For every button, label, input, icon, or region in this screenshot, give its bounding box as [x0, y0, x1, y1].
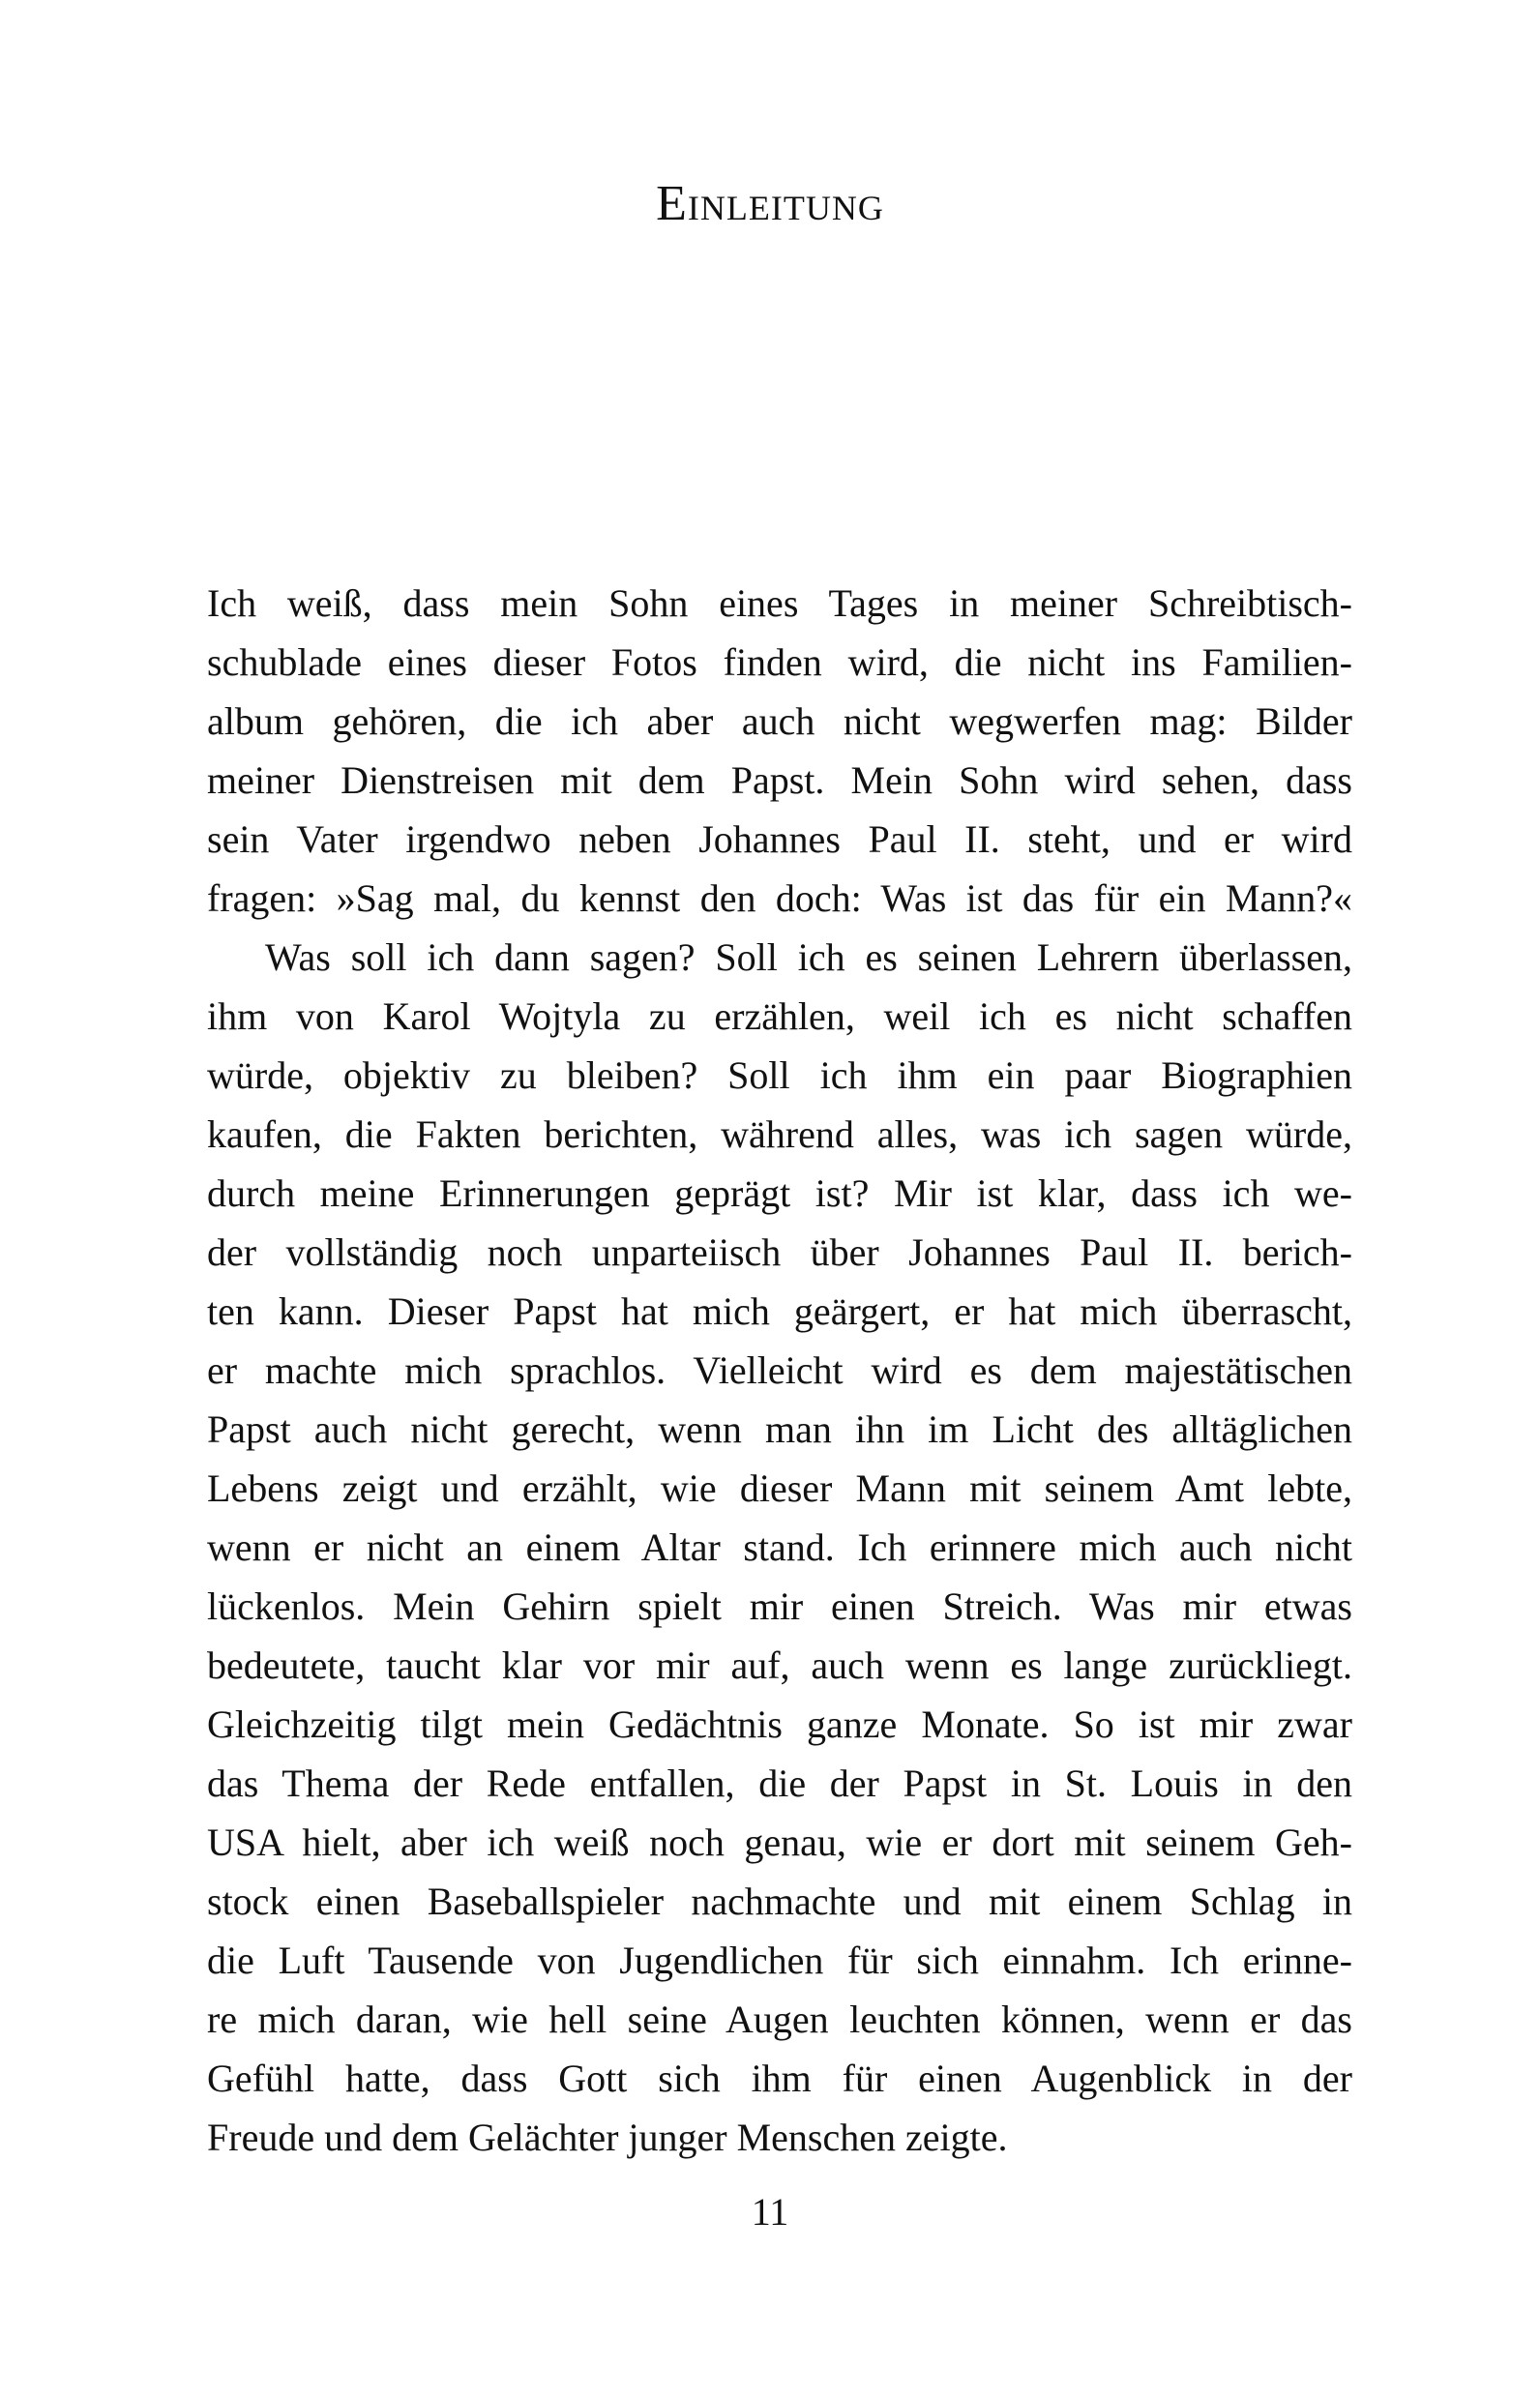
text-line: re mich daran, wie hell seine Augen leuchten können, wenn er das [207, 1998, 1352, 2041]
page-number: 11 [751, 2190, 789, 2234]
text-line: der vollständig noch unparteiisch über Johannes Paul II. berich- [207, 1230, 1352, 1274]
text-line: stock einen Baseballspieler nachmachte und mit einem Schlag in [207, 1880, 1352, 1923]
text-line: lückenlos. Mein Gehirn spielt mir einen Streich. Was mir etwas [207, 1584, 1352, 1628]
text-line: Freude und dem Gelächter junger Menschen zeigte. [207, 2116, 1008, 2159]
chapter-title: Einleitung [656, 176, 884, 231]
text-line: das Thema der Rede entfallen, die der Papst in St. Louis in den [207, 1761, 1352, 1805]
text-line: Was soll ich dann sagen? Soll ich es seinen Lehrern überlassen, [265, 935, 1352, 979]
text-line: album gehören, die ich aber auch nicht wegwerfen mag: Bilder [207, 699, 1352, 743]
text-line: Lebens zeigt und erzählt, wie dieser Mann mit seinem Amt lebte, [207, 1466, 1352, 1510]
text-line: USA hielt, aber ich weiß noch genau, wie er dort mit seinem Geh- [207, 1821, 1352, 1864]
text-line: Ich weiß, dass mein Sohn eines Tages in meiner Schreibtisch- [207, 581, 1352, 625]
text-line: meiner Dienstreisen mit dem Papst. Mein Sohn wird sehen, dass [207, 758, 1352, 802]
text-line: er machte mich sprachlos. Vielleicht wird es dem majestätischen [207, 1348, 1352, 1392]
text-line: wenn er nicht an einem Altar stand. Ich erinnere mich auch nicht [207, 1525, 1352, 1569]
text-line: ihm von Karol Wojtyla zu erzählen, weil ich es nicht schaffen [207, 994, 1352, 1038]
text-line: Papst auch nicht gerecht, wenn man ihn im Licht des alltäglichen [207, 1407, 1352, 1451]
text-line: bedeutete, taucht klar vor mir auf, auch wenn es lange zurückliegt. [207, 1643, 1352, 1687]
text-line: die Luft Tausende von Jugendlichen für sich einnahm. Ich erinne- [207, 1939, 1352, 1982]
text-line: würde, objektiv zu bleiben? Soll ich ihm ein paar Biographien [207, 1053, 1352, 1097]
text-line: fragen: »Sag mal, du kennst den doch: Was ist das für ein Mann?« [207, 876, 1352, 920]
body-text [207, 574, 1352, 2167]
text-line: sein Vater irgendwo neben Johannes Paul II. steht, und er wird [207, 817, 1352, 861]
text-line: durch meine Erinnerungen geprägt ist? Mir ist klar, dass ich we- [207, 1171, 1352, 1215]
text-line: ten kann. Dieser Papst hat mich geärgert, er hat mich überrascht, [207, 1289, 1352, 1333]
text-line: schublade eines dieser Fotos finden wird, die nicht ins Familien- [207, 640, 1352, 684]
text-line: Gefühl hatte, dass Gott sich ihm für einen Augenblick in der [207, 2057, 1352, 2100]
text-line: kaufen, die Fakten berichten, während alles, was ich sagen würde, [207, 1112, 1352, 1156]
text-line: Gleichzeitig tilgt mein Gedächtnis ganze Monate. So ist mir zwar [207, 1702, 1352, 1746]
